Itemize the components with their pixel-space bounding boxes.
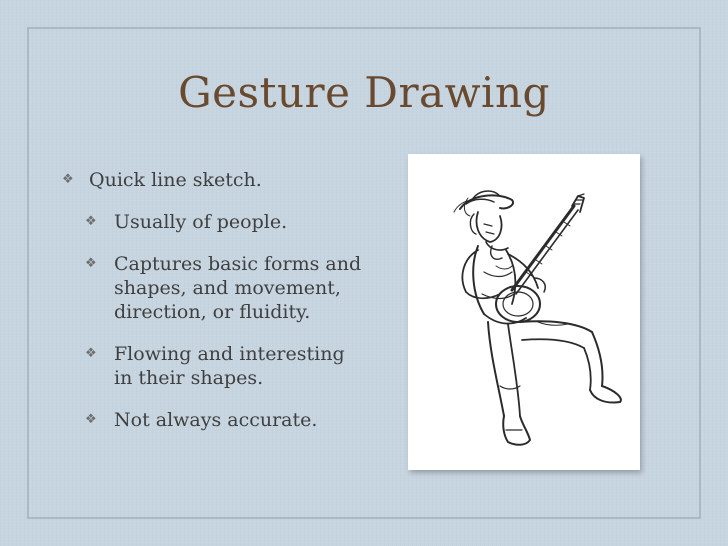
gesture-sketch-image — [408, 154, 640, 470]
bullet-text: Flowing and interesting in their shapes. — [114, 343, 345, 389]
bullet-icon: ❖ — [62, 172, 74, 187]
bullet-item — [62, 342, 362, 390]
bullet-text: Not always accurate. — [114, 409, 318, 431]
bullet-icon: ❖ — [85, 214, 97, 229]
slide-title: Gesture Drawing — [178, 68, 550, 117]
bullet-text: Captures basic forms and shapes, and movement, direction, or fluidity. — [114, 253, 362, 323]
bullet-text: Quick line sketch. — [89, 169, 262, 191]
bullet-text: Usually of people. — [114, 211, 288, 233]
bullet-item — [62, 168, 362, 192]
bullet-icon: ❖ — [85, 256, 97, 271]
bullet-icon: ❖ — [85, 346, 97, 361]
bullet-item — [62, 252, 362, 324]
sketch-illustration-icon — [408, 154, 640, 470]
bullet-icon: ❖ — [85, 412, 97, 427]
bullet-item — [62, 210, 362, 234]
bullet-item — [62, 408, 362, 432]
bullet-list — [62, 168, 362, 450]
